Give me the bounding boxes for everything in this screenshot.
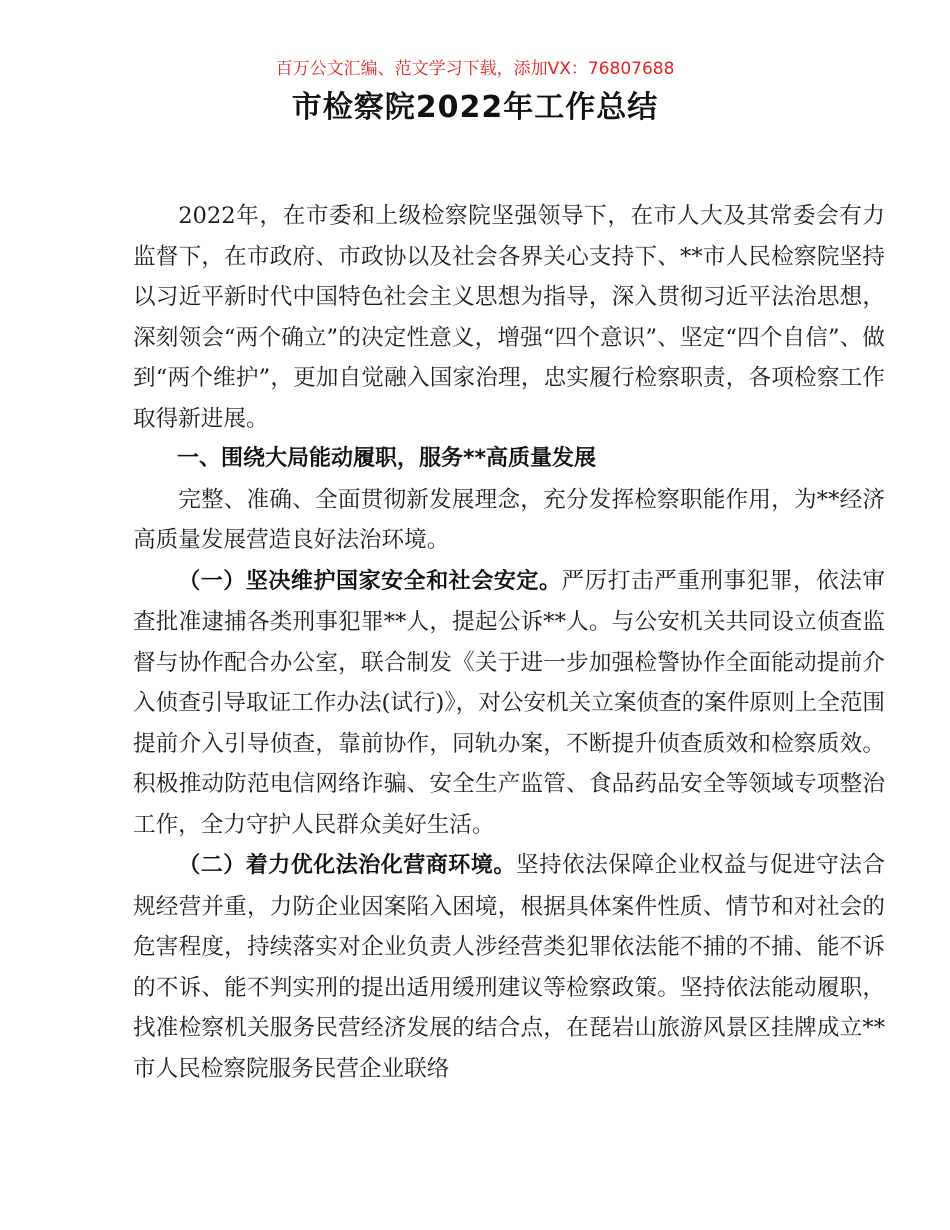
item-2-lead: （二）着力优化法治化营商环境。: [178, 853, 516, 878]
item-1-lead: （一）坚决维护国家安全和社会安定。: [178, 568, 562, 594]
promo-banner: 百万公文汇编、范文学习下载，添加VX：76807688: [275, 59, 675, 79]
section-1-intro-paragraph: 完整、准确、全面贯彻新发展理念，充分发挥检察职能作用，为**经济高质量发展营造良好法治环境。: [133, 486, 885, 553]
page-title: 市检察院2022年工作总结: [291, 90, 659, 125]
item-1-paragraph: [133, 561, 885, 846]
intro-paragraph: 2022年，在市委和上级检察院坚强领导下，在市人大及其常委会有力监督下，在市政府、市政协以及社会各界关心支持下、**市人民检察院坚持以习近平新时代中国特色社会主义思想为指导，深入贯彻习近平法治思想，深刻领会“两个确立”的决定性意义，增强“四个意识”、坚定“四个自信”、做到“两个维护”，更加自觉融入国家治理，忠实履行检察职责，各项检察工作取得新进展。: [133, 203, 885, 432]
document-body: [133, 196, 885, 1089]
item-2-text: 坚持依法保障企业权益与促进守法合规经营并重，力防企业因案陷入困境，根据具体案件性质、情节和对社会的危害程度，持续落实对企业负责人涉经营类犯罪依法能不捕的不捕、能不诉的不诉、能不判实刑的提出适用缓刑建议等检察政策。坚持依法能动履职，找准检察机关服务民营经济发展的结合点，在琵岩山旅游风景区挂牌成立**市人民检察院服务民营企业联络: [133, 852, 885, 1082]
section-heading-1: 一、围绕大局能动履职，服务**高质量发展: [177, 446, 597, 471]
item-2-paragraph: [133, 845, 885, 1089]
item-1-text: 严厉打击严重刑事犯罪，依法审查批准逮捕各类刑事犯罪**人，提起公诉**人。与公安机关共同设立侦查监督与协作配合办公室，联合制发《关于进一步加强检警协作全面能动提前介入侦查引导取证工作办法(试行)》，对公安机关立案侦查的案件原则上全范围提前介入引导侦查，靠前协作，同轨办案，不断提升侦查质效和检察质效。积极推动防范电信网络诈骗、安全生产监管、食品药品安全等领域专项整治工作，全力守护人民群众美好生活。: [133, 567, 885, 838]
